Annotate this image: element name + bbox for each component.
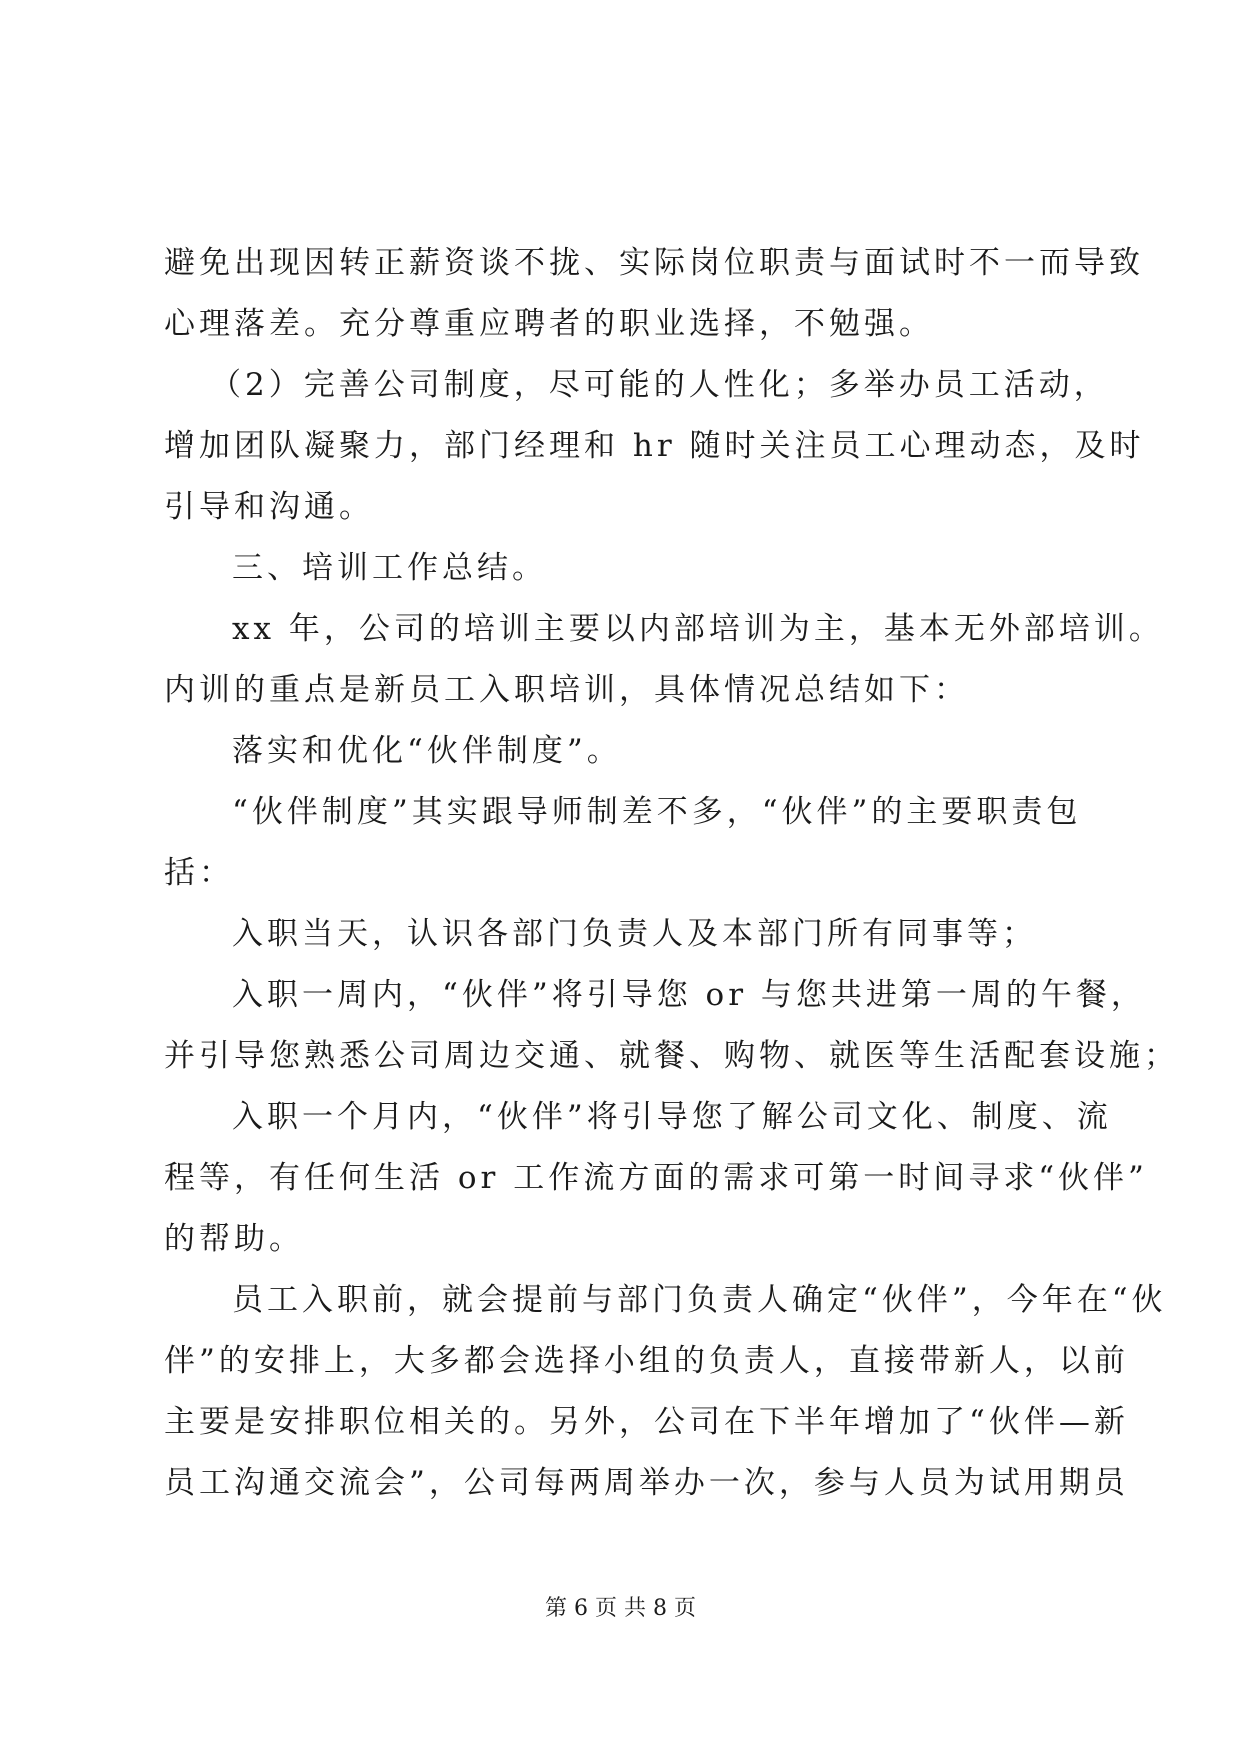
text-line: 心理落差。充分尊重应聘者的职业选择，不勉强。	[164, 306, 934, 342]
text-line: 程等，有任何生活 or 工作流方面的需求可第一时间寻求“伙伴”	[164, 1160, 1148, 1196]
text-line: 并引导您熟悉公司周边交通、就餐、购物、就医等生活配套设施；	[164, 1038, 1179, 1074]
text-line: 伴”的安排上，大多都会选择小组的负责人，直接带新人，以前	[164, 1343, 1129, 1379]
text-line: “伙伴制度”其实跟导师制差不多，“伙伴”的主要职责包	[232, 794, 1082, 830]
section-heading: 三、培训工作总结。	[232, 550, 547, 586]
text-line: 的帮助。	[164, 1221, 304, 1257]
text-line: 括：	[164, 855, 234, 891]
text-line: 引导和沟通。	[164, 489, 374, 525]
text-line: 入职一个月内，“伙伴”将引导您了解公司文化、制度、流	[232, 1099, 1112, 1135]
document-body	[164, 233, 1179, 1514]
text-line: 落实和优化“伙伴制度”。	[232, 733, 622, 769]
text-line: 主要是安排职位相关的。另外，公司在下半年增加了“伙伴—新	[164, 1404, 1129, 1440]
text-line: xx 年，公司的培训主要以内部培训为主，基本无外部培训。	[232, 611, 1164, 647]
page-footer	[0, 1594, 1241, 1624]
page-number-label: 第 6 页 共 8 页	[545, 1596, 696, 1621]
text-line: 避免出现因转正薪资谈不拢、实际岗位职责与面试时不一而导致	[164, 245, 1144, 281]
text-line: 入职一周内，“伙伴”将引导您 or 与您共进第一周的午餐，	[232, 977, 1146, 1013]
text-line: （2）完善公司制度，尽可能的人性化；多举办员工活动，	[210, 367, 1109, 403]
text-line: 增加团队凝聚力，部门经理和 hr 随时关注员工心理动态，及时	[164, 428, 1145, 464]
text-line: 入职当天，认识各部门负责人及本部门所有同事等；	[232, 916, 1037, 952]
text-line: 员工入职前，就会提前与部门负责人确定“伙伴”，今年在“伙	[232, 1282, 1167, 1318]
text-line: 员工沟通交流会”，公司每两周举办一次，参与人员为试用期员	[164, 1465, 1129, 1501]
text-line: 内训的重点是新员工入职培训，具体情况总结如下：	[164, 672, 969, 708]
